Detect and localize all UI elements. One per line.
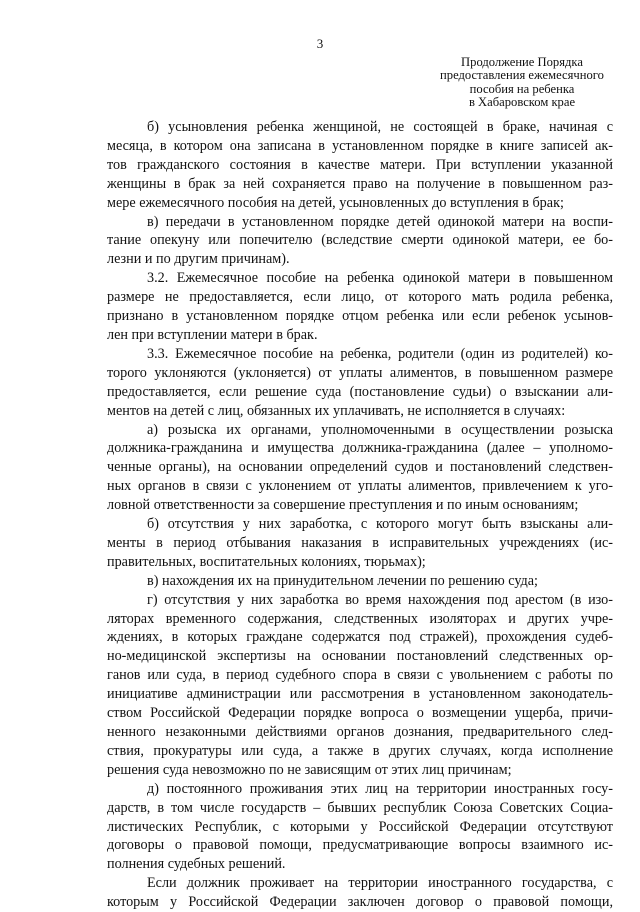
- body-text-line: женщины в брак за ней сохраняется право на получение в повышенном раз-: [107, 175, 613, 192]
- body-text-line: 3.3. Ежемесячное пособие на ребенка, родители (один из родителей) ко-: [147, 345, 613, 362]
- header-line: Продолжение Порядка: [461, 55, 583, 69]
- body-text-line: месяца, в котором она записана в установленном порядке в книге записей ак-: [107, 137, 613, 154]
- body-text-line: ментов на детей с лиц, обязанных их уплачивать, не исполняется в случаях:: [107, 402, 566, 419]
- body-text-line: ждениях, в которых граждане содержатся под стражей), прохождения судеб-: [107, 629, 613, 646]
- body-text-line: ляторах временного содержания, следственных изоляторах и других учре-: [107, 610, 613, 627]
- body-text-line: которым у Российской Федерации заключен договор о правовой помощи,: [107, 894, 613, 911]
- body-text-line: Если должник проживает на территории иностранного государства, с: [147, 875, 613, 892]
- document-body: [107, 118, 613, 912]
- body-text-line: торого уклоняются (уклоняется) от уплаты алиментов, в повышенном размере: [107, 364, 613, 381]
- body-text-line: предоставляется, если решение суда (постановление судьи) о взыскании али-: [107, 383, 613, 400]
- body-text-line: листических Республик, с которыми у Российской Федерации отсутствуют: [107, 818, 613, 835]
- document-continuation-header: [430, 56, 614, 110]
- body-text-line: ных органов в связи с уклонением от уплаты алиментов, привлечением к уго-: [107, 478, 613, 495]
- body-text-line: ченные органы), на основании определений судов и постановлений следствен-: [107, 459, 613, 476]
- body-text-line: д) постоянного проживания этих лиц на территории иностранных госу-: [147, 780, 613, 797]
- body-text-line: ствия, прокуратуры или суда, а также в других случаях, когда исполнение: [107, 742, 613, 759]
- body-text-line: менты в период отбывания наказания в исправительных учреждениях (ис-: [107, 534, 613, 551]
- body-text-line: размере не предоставляется, если лицо, от которого мать родила ребенка,: [107, 289, 613, 306]
- body-text-line: полнения судебных решений.: [107, 856, 286, 873]
- body-text-line: тание опекуну или попечителю (вследствие смерти одинокой матери, ее бо-: [107, 232, 613, 249]
- body-text-line: а) розыска их органами, уполномоченными в осуществлении розыска: [147, 421, 613, 438]
- body-text-line: б) отсутствия у них заработка, с которого могут быть взысканы али-: [147, 516, 613, 533]
- body-text-line: в) нахождения их на принудительном лечении по решению суда;: [147, 572, 538, 589]
- body-text-line: должника-гражданина и имущества должника-гражданина (далее – уполномо-: [107, 440, 613, 457]
- body-text-line: лезни и по другим причинам).: [107, 251, 290, 268]
- page-number: 3: [316, 36, 324, 51]
- body-text-line: решения суда невозможно по не зависящим от этих лиц причинам;: [107, 761, 512, 778]
- body-text-line: ненного незаконными действиями органов дознания, предварительного след-: [107, 724, 613, 740]
- body-text-line: но-медицинской экспертизы на основании постановлений следственных ор-: [107, 648, 613, 665]
- body-text-line: ганов или суда, в период судебного спора в связи с увольнением с работы по: [107, 667, 613, 684]
- body-text-line: ловной ответственности за совершение преступления и по иным основаниям;: [107, 497, 579, 514]
- body-text-line: инициативе администрации или рассмотрения в установленном законодатель-: [107, 686, 613, 703]
- header-line: пособия на ребенка: [469, 81, 575, 96]
- header-line: предоставления ежемесячного: [440, 68, 604, 83]
- body-text-line: тов гражданского состояния в качестве матери. При вступлении указанной: [107, 156, 613, 173]
- header-line: в Хабаровском крае: [468, 95, 576, 110]
- body-text-line: дарств, в том числе государств – бывших республик Союза Советских Социа-: [107, 799, 613, 816]
- body-text-line: 3.2. Ежемесячное пособие на ребенка одинокой матери в повышенном: [147, 270, 613, 287]
- body-text-line: правительных, воспитательных колониях, тюрьмах);: [107, 553, 426, 570]
- body-text-line: договоры о правовой помощи, предусматривающие вопросы взаимного ис-: [107, 837, 613, 854]
- body-text-line: б) усыновления ребенка женщиной, не состоящей в браке, начиная с: [147, 119, 613, 135]
- body-text-line: г) отсутствия у них заработка во время нахождения под арестом (в изо-: [147, 591, 613, 608]
- body-text-line: признано в установленном порядке отцом ребенка или если ребенок усынов-: [107, 308, 613, 325]
- body-text-line: мере ежемесячного пособия на детей, усыновленных до вступления в брак;: [107, 194, 564, 211]
- body-text-line: в) передачи в установленном порядке детей одинокой матери на воспи-: [147, 213, 613, 230]
- body-text-line: ством Российской Федерации порядке вопроса о возмещении ущерба, причи-: [107, 705, 613, 722]
- body-text-line: лен при вступлении матери в брак.: [107, 326, 318, 343]
